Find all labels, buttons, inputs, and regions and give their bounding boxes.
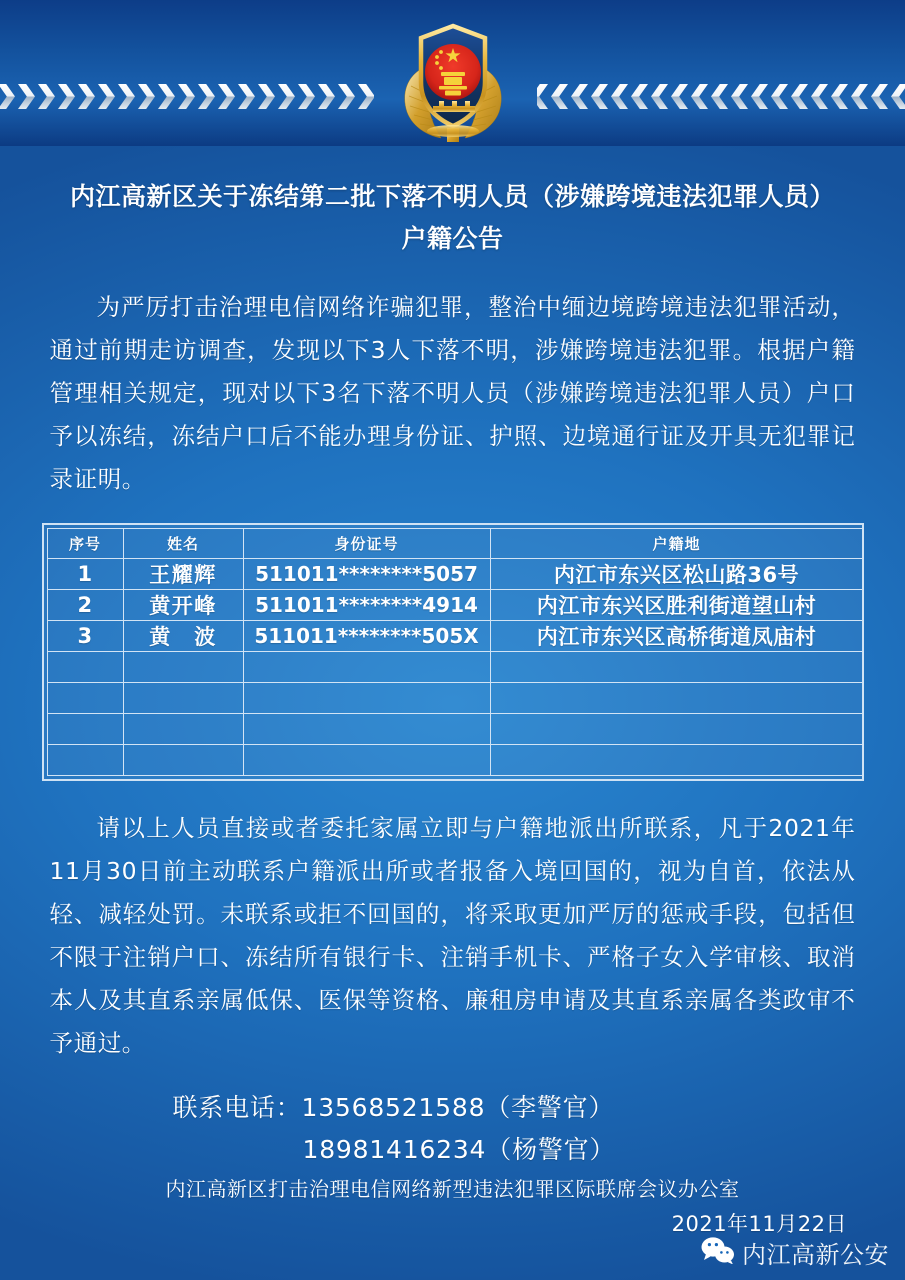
row-cell-empty <box>123 745 243 776</box>
chevron-icon <box>569 78 589 116</box>
row-cell-no: 3 <box>47 621 123 652</box>
page-title <box>58 176 848 260</box>
chevron-icon <box>156 78 176 116</box>
chevron-icon <box>16 78 36 116</box>
chevron-icon <box>549 78 569 116</box>
chevron-icon <box>176 78 196 116</box>
table-row-empty <box>47 714 863 745</box>
roster-table-body <box>47 559 863 776</box>
chevron-strip-right <box>537 76 905 118</box>
row-cell-empty <box>243 683 490 714</box>
chevron-icon <box>869 78 889 116</box>
contact-phone-2[interactable]: 18981416234 <box>302 1135 487 1164</box>
notice-paragraph: 请以上人员直接或者委托家属立即与户籍地派出所联系，凡于2021年11月30日前主动联系户籍派出所或者报备入境回国的，视为自首，依法从轻、减轻处罚。未联系或拒不回国的，将采取更加严厉的惩戒手段，包括但不限于注销户口、冻结所有银行卡、注销手机卡、严格子女入学审核、取消本人及其直系亲属低保、医保等资格、廉租房申请及其直系亲属各类政审不予通过。 <box>49 814 856 1057</box>
row-cell-empty <box>243 745 490 776</box>
row-cell-address: 内江市东兴区高桥街道凤庙村 <box>490 621 863 652</box>
chevron-icon <box>609 78 629 116</box>
chevron-icon <box>889 78 905 116</box>
chevron-icon <box>0 78 16 116</box>
poster-header <box>0 0 905 146</box>
chevron-icon <box>336 78 356 116</box>
chevron-icon <box>769 78 789 116</box>
chevron-icon <box>216 78 236 116</box>
roster-table-container <box>42 523 864 781</box>
police-emblem-icon <box>389 16 517 144</box>
chevron-icon <box>356 78 374 116</box>
contact-officer-2: （杨警官） <box>486 1135 616 1164</box>
row-cell-empty <box>490 683 863 714</box>
chevron-icon <box>537 78 549 116</box>
row-cell-empty <box>243 714 490 745</box>
intro-paragraph: 为严厉打击治理电信网络诈骗犯罪，整治中缅边境跨境违法犯罪活动，通过前期走访调查，发现以下3人下落不明，涉嫌跨境违法犯罪。根据户籍管理相关规定，现对以下3名下落不明人员（涉嫌跨境违法犯罪人员）户口予以冻结，冻结户口后不能办理身份证、护照、边境通行证及开具无犯罪记录证明。 <box>49 293 856 493</box>
chevron-strip-left <box>0 76 374 118</box>
row-cell-empty <box>123 714 243 745</box>
row-cell-id: 511011********5057 <box>243 559 490 590</box>
chevron-icon <box>276 78 296 116</box>
table-header-row <box>47 529 863 559</box>
chevron-icon <box>689 78 709 116</box>
chevron-icon <box>589 78 609 116</box>
chevron-icon <box>669 78 689 116</box>
chevron-icon <box>296 78 316 116</box>
contact-officer-1: （李警官） <box>485 1093 615 1122</box>
chevron-icon <box>316 78 336 116</box>
poster-footer <box>0 1173 905 1238</box>
chevron-icon <box>629 78 649 116</box>
roster-table <box>47 528 864 776</box>
column-header-id: 身份证号 <box>243 529 490 559</box>
table-row <box>47 590 863 621</box>
chevron-icon <box>809 78 829 116</box>
title-line-2: 户籍公告 <box>401 224 504 253</box>
chevron-icon <box>789 78 809 116</box>
row-cell-empty <box>490 652 863 683</box>
contact-phone-1[interactable]: 13568521588 <box>301 1093 486 1122</box>
chevron-icon <box>849 78 869 116</box>
chevron-icon <box>709 78 729 116</box>
row-cell-empty <box>490 745 863 776</box>
row-cell-empty <box>123 652 243 683</box>
contact-line-1 <box>173 1087 803 1129</box>
row-cell-address: 内江市东兴区松山路36号 <box>490 559 863 590</box>
table-row-empty <box>47 745 863 776</box>
row-cell-empty <box>47 714 123 745</box>
chevron-icon <box>729 78 749 116</box>
title-line-1: 内江高新区关于冻结第二批下落不明人员（涉嫌跨境违法犯罪人员） <box>69 182 835 211</box>
table-row <box>47 621 863 652</box>
wechat-watermark <box>701 1235 889 1270</box>
table-row <box>47 559 863 590</box>
chevron-icon <box>256 78 276 116</box>
row-cell-name: 黄 波 <box>123 621 243 652</box>
contact-label: 联系电话： <box>172 1093 302 1122</box>
column-header-no: 序号 <box>47 529 123 559</box>
table-row-empty <box>47 652 863 683</box>
contact-line-2 <box>173 1129 803 1171</box>
contact-block <box>103 1087 803 1171</box>
row-cell-empty <box>47 745 123 776</box>
wechat-account-name: 内江高新公安 <box>742 1241 889 1269</box>
row-cell-no: 1 <box>47 559 123 590</box>
table-row-empty <box>47 683 863 714</box>
row-cell-name: 王耀辉 <box>123 559 243 590</box>
chevron-icon <box>749 78 769 116</box>
row-cell-empty <box>123 683 243 714</box>
row-cell-empty <box>490 714 863 745</box>
row-cell-id: 511011********505X <box>243 621 490 652</box>
row-cell-empty <box>47 683 123 714</box>
row-cell-empty <box>243 652 490 683</box>
chevron-icon <box>649 78 669 116</box>
row-cell-address: 内江市东兴区胜利街道望山村 <box>490 590 863 621</box>
wechat-icon <box>701 1236 735 1269</box>
chevron-icon <box>116 78 136 116</box>
chevron-icon <box>236 78 256 116</box>
column-header-addr: 户籍地 <box>490 529 863 559</box>
chevron-icon <box>96 78 116 116</box>
chevron-icon <box>56 78 76 116</box>
chevron-icon <box>829 78 849 116</box>
chevron-icon <box>136 78 156 116</box>
chevron-icon <box>196 78 216 116</box>
row-cell-empty <box>47 652 123 683</box>
issuing-organization: 内江高新区打击治理电信网络新型违法犯罪区际联席会议办公室 <box>165 1177 740 1201</box>
chevron-icon <box>36 78 56 116</box>
issue-date: 2021年11月22日 <box>671 1212 847 1236</box>
column-header-name: 姓名 <box>123 529 243 559</box>
row-cell-name: 黄开峰 <box>123 590 243 621</box>
row-cell-no: 2 <box>47 590 123 621</box>
chevron-icon <box>76 78 96 116</box>
row-cell-id: 511011********4914 <box>243 590 490 621</box>
